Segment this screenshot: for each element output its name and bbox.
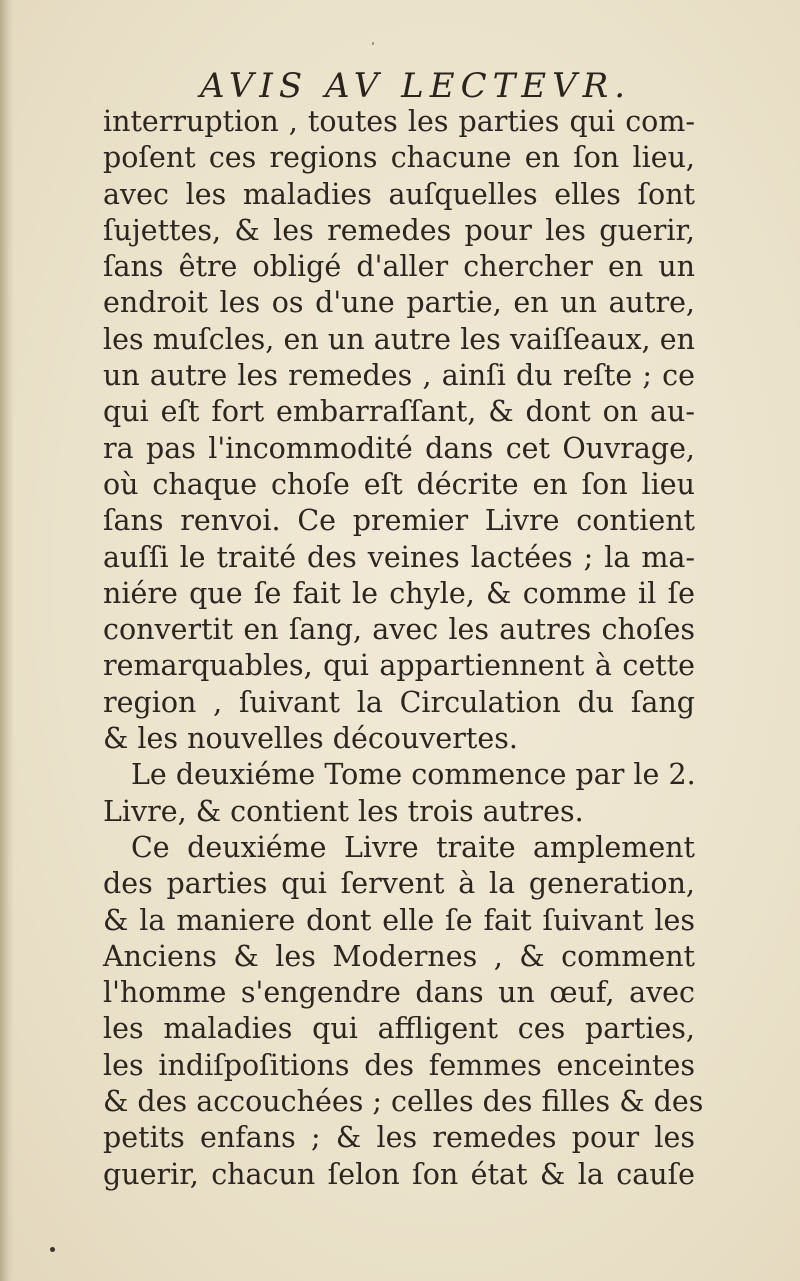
body-text: [103, 104, 704, 1193]
text-line: guerir, chacun ſelon ſon état & la cauſe: [103, 1157, 695, 1191]
text-line: avec les maladies auſquelles elles ſont: [103, 177, 695, 211]
text-line: où chaque choſe eſt décrite en ſon lieu: [103, 467, 695, 501]
text-line: Livre, & contient les trois autres.: [103, 794, 584, 828]
text-line: & la maniere dont elle ſe fait ſuivant les: [103, 903, 695, 937]
text-line: ra pas l'incommodité dans cet Ouvrage,: [103, 431, 695, 465]
text-line: convertit en ſang, avec les autres choſes: [103, 613, 695, 647]
text-line: Le deuxiéme Tome commence par le 2.: [131, 758, 696, 792]
text-line: les indiſpoſitions des femmes enceintes: [103, 1048, 695, 1082]
text-line: region , ſuivant la Circulation du ſang: [103, 685, 695, 719]
ink-speck: [372, 42, 374, 45]
text-line: ſujettes, & les remedes pour les guerir,: [103, 213, 695, 247]
text-line: & les nouvelles découvertes.: [103, 722, 518, 756]
text-line: Anciens & les Modernes , & comment: [103, 939, 695, 973]
text-line: niére que ſe fait le chyle, & comme il ſe: [103, 576, 695, 610]
text-line: Ce deuxiéme Livre traite amplement: [131, 830, 695, 864]
page-gutter-shadow: [0, 0, 14, 1281]
text-line: les muſcles, en un autre les vaiſſeaux, en: [103, 322, 695, 356]
text-line: endroit les os d'une partie, en un autre,: [103, 286, 695, 320]
text-line: ſans être obligé d'aller chercher en un: [103, 250, 695, 284]
text-line: petits enfans ; & les remedes pour les: [103, 1121, 695, 1155]
running-head: AVIS AV LECTEVR.: [200, 66, 632, 106]
text-line: interruption , toutes les parties qui com-: [103, 105, 695, 138]
text-line: l'homme s'engendre dans un œuf, avec: [103, 976, 695, 1010]
text-line: un autre les remedes , ainſi du reſte ; ce: [103, 359, 695, 393]
text-line: des parties qui ſervent à la generation,: [103, 867, 695, 901]
text-line: remarquables, qui appartiennent à cette: [103, 649, 695, 683]
text-line: auſſi le traité des veines lactées ; la ma-: [103, 540, 695, 574]
text-line: & des accouchées ; celles des filles & des: [103, 1085, 704, 1119]
text-line: poſent ces regions chacune en ſon lieu,: [103, 141, 695, 175]
ink-speck: [50, 1247, 55, 1252]
text-line: ſans renvoi. Ce premier Livre contient: [103, 504, 695, 538]
text-line: les maladies qui affligent ces parties,: [103, 1012, 695, 1046]
text-line: qui eſt fort embarraſſant, & dont on au-: [103, 395, 695, 429]
